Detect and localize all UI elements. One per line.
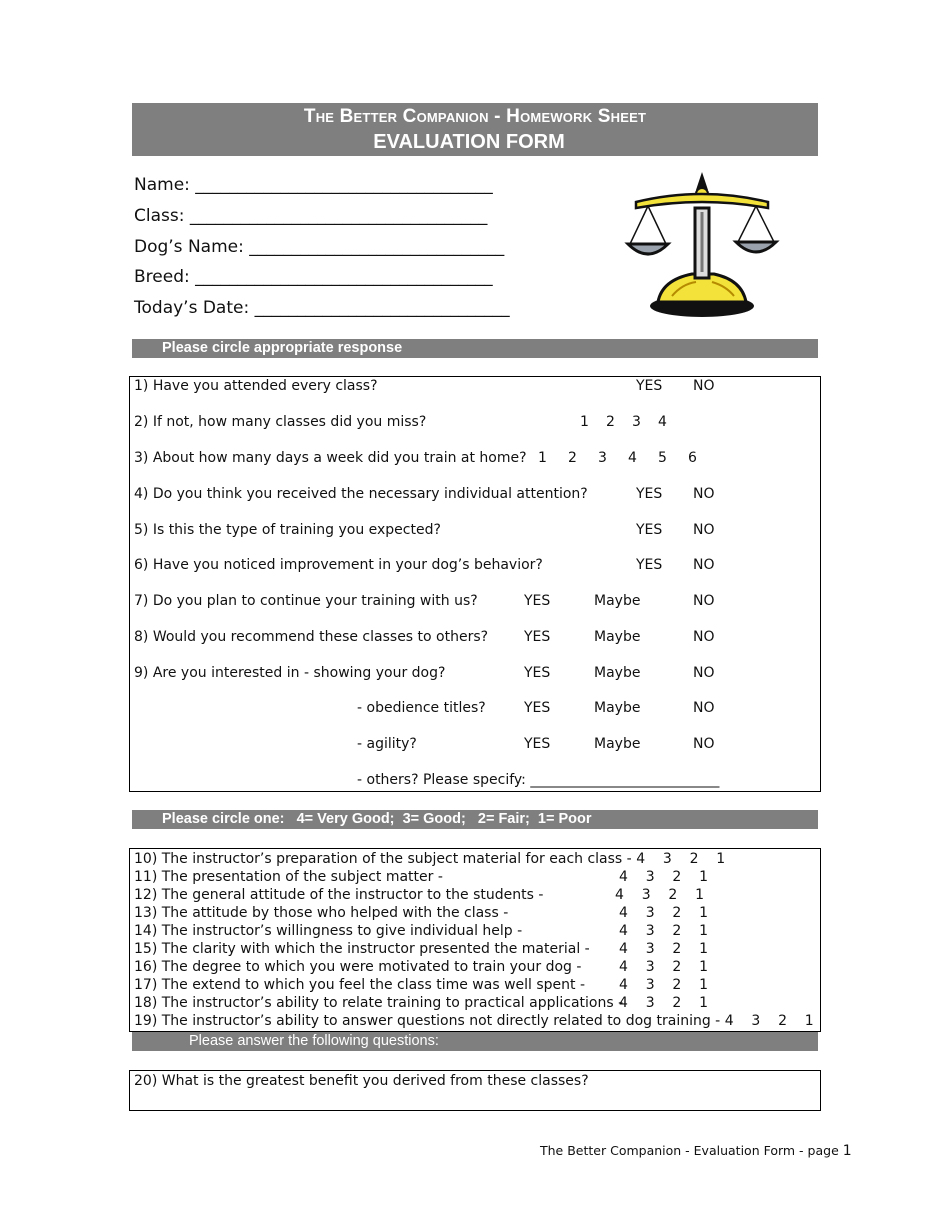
rating-scale[interactable]: 4 3 2 1	[619, 923, 709, 939]
page-number: 1	[842, 1143, 852, 1159]
question-4: 4) Do you think you received the necessary individual attention?	[134, 486, 588, 502]
option-no[interactable]: NO	[693, 736, 715, 752]
rating-item-18: 18) The instructor’s ability to relate training to practical applications - 4 3 2 1	[134, 995, 709, 1011]
rating-scale[interactable]: 4 3 2 1	[724, 1013, 814, 1029]
option-yes[interactable]: YES	[524, 665, 551, 681]
question-8: 8) Would you recommend these classes to others?	[134, 629, 489, 645]
rating-scale[interactable]: 4 3 2 1	[636, 851, 726, 867]
rating-item-16: 16) The degree to which you were motivated to train your dog - 4 3 2 1	[134, 959, 709, 975]
option-5[interactable]: 5	[658, 450, 667, 466]
rating-item-17: 17) The extend to which you feel the class time was well spent - 4 3 2 1	[134, 977, 709, 993]
section-heading-circle-response: Please circle appropriate response	[132, 339, 818, 358]
question-3: 3) About how many days a week did you train at home?	[134, 450, 527, 466]
rating-item-14: 14) The instructor’s willingness to give individual help - 4 3 2 1	[134, 923, 709, 939]
rating-item-19: 19) The instructor’s ability to answer questions not directly related to dog training - 4 3 2 1	[134, 1013, 814, 1029]
option-maybe[interactable]: Maybe	[594, 665, 641, 681]
todays-date-field[interactable]: Today’s Date: ______________________________	[134, 298, 510, 318]
form-subtitle: EVALUATION FORM	[373, 131, 565, 153]
rating-item-10: 10) The instructor’s preparation of the subject material for each class - 4 3 2 1	[134, 851, 726, 867]
option-no[interactable]: NO	[693, 486, 715, 502]
option-yes[interactable]: YES	[636, 557, 663, 573]
option-yes[interactable]: YES	[636, 522, 663, 538]
option-4[interactable]: 4	[658, 414, 667, 430]
rating-scale[interactable]: 4 3 2 1	[619, 941, 709, 957]
option-maybe[interactable]: Maybe	[594, 736, 641, 752]
question-6: 6) Have you noticed improvement in your dog’s behavior?	[134, 557, 543, 573]
scales-of-justice-icon	[622, 168, 792, 320]
option-3[interactable]: 3	[598, 450, 607, 466]
option-maybe[interactable]: Maybe	[594, 629, 641, 645]
question-9: 9) Are you interested in - showing your dog?	[134, 665, 446, 681]
option-no[interactable]: NO	[693, 593, 715, 609]
question-9-obedience: - obedience titles?	[357, 700, 486, 716]
section-heading-rating-scale: Please circle one: 4= Very Good; 3= Good; 2= Fair; 1= Poor	[132, 810, 818, 829]
option-yes[interactable]: YES	[636, 486, 663, 502]
option-no[interactable]: NO	[693, 629, 715, 645]
rating-scale[interactable]: 4 3 2 1	[619, 977, 709, 993]
class-field[interactable]: Class: ___________________________________	[134, 206, 488, 226]
question-7: 7) Do you plan to continue your training with us?	[134, 593, 478, 609]
option-2[interactable]: 2	[606, 414, 615, 430]
questions-box	[129, 376, 821, 792]
option-yes[interactable]: YES	[524, 593, 551, 609]
option-maybe[interactable]: Maybe	[594, 700, 641, 716]
option-yes[interactable]: YES	[524, 629, 551, 645]
option-2[interactable]: 2	[568, 450, 577, 466]
name-field[interactable]: Name: ___________________________________	[134, 175, 493, 195]
section-heading-answer-questions: Please answer the following questions:	[132, 1032, 818, 1051]
form-title: The Better Companion - Homework Sheet	[303, 106, 647, 127]
form-header	[132, 103, 818, 156]
rating-item-15: 15) The clarity with which the instructor presented the material - 4 3 2 1	[134, 941, 709, 957]
page-footer: The Better Companion - Evaluation Form - page 1	[540, 1143, 852, 1159]
rating-scale[interactable]: 4 3 2 1	[615, 887, 705, 903]
option-no[interactable]: NO	[693, 700, 715, 716]
option-no[interactable]: NO	[693, 557, 715, 573]
option-maybe[interactable]: Maybe	[594, 593, 641, 609]
question-1: 1) Have you attended every class?	[134, 378, 378, 394]
option-yes[interactable]: YES	[524, 700, 551, 716]
rating-item-12: 12) The general attitude of the instructor to the students - 4 3 2 1	[134, 887, 705, 903]
rating-scale[interactable]: 4 3 2 1	[619, 959, 709, 975]
question-5: 5) Is this the type of training you expected?	[134, 522, 441, 538]
rating-scale[interactable]: 4 3 2 1	[619, 995, 709, 1011]
option-no[interactable]: NO	[693, 378, 715, 394]
rating-item-13: 13) The attitude by those who helped with the class - 4 3 2 1	[134, 905, 709, 921]
option-4[interactable]: 4	[628, 450, 637, 466]
dog-name-field[interactable]: Dog’s Name: ______________________________	[134, 237, 505, 257]
option-yes[interactable]: YES	[636, 378, 663, 394]
option-1[interactable]: 1	[580, 414, 589, 430]
option-6[interactable]: 6	[688, 450, 697, 466]
option-no[interactable]: NO	[693, 665, 715, 681]
option-3[interactable]: 3	[632, 414, 641, 430]
question-9-others[interactable]: - others? Please specify: ___________________________	[357, 772, 720, 788]
option-1[interactable]: 1	[538, 450, 547, 466]
option-yes[interactable]: YES	[524, 736, 551, 752]
question-2: 2) If not, how many classes did you miss?	[134, 414, 427, 430]
question-20: 20) What is the greatest benefit you derived from these classes?	[134, 1073, 589, 1089]
rating-scale[interactable]: 4 3 2 1	[619, 869, 709, 885]
rating-item-11: 11) The presentation of the subject matter - 4 3 2 1	[134, 869, 709, 885]
rating-scale[interactable]: 4 3 2 1	[619, 905, 709, 921]
question-9-agility: - agility?	[357, 736, 417, 752]
option-no[interactable]: NO	[693, 522, 715, 538]
breed-field[interactable]: Breed: ___________________________________	[134, 267, 493, 287]
